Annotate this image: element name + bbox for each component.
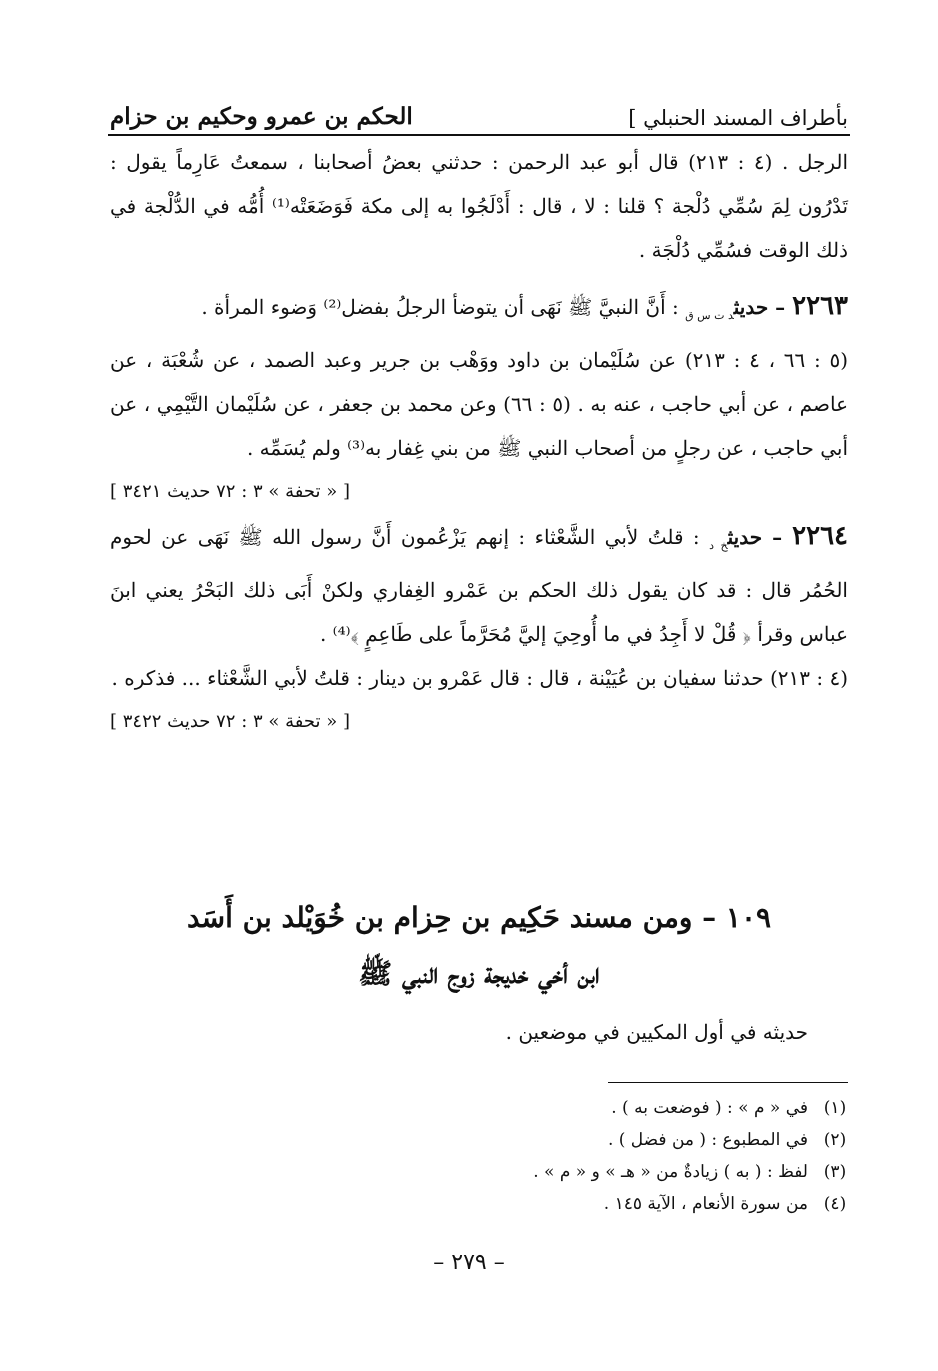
hadith-2264-reference: [ « تحفة » ٣ : ٧٢ حديث ٣٤٢٢ ] — [110, 711, 350, 732]
dash: – — [768, 295, 793, 319]
running-header — [110, 92, 848, 130]
hadith-2263-isnad: (٥ : ٦٦ ، ٤ : ٢١٣) عن سُلَيْمان بن داود ووَهْب بن جرير وعبد الصمد ، عن شُعْبَة ، عن عاصم ، عن أبي حاجب ، عنه به . (٥ : ٦٦) وعن محمد بن جعفر ، عن سُلَيْمان التَّيْمِي ، عن أبي حاجب ، عن رجلٍ من أصحاب النبي ﷺ من بني غِفار به⁽³⁾ ولم يُسَمِّه . — [110, 348, 849, 460]
page-number: – ٢٧٩ – — [433, 1250, 505, 1275]
hadith-sigla: د ت س ق — [685, 309, 734, 322]
footnote-text: من سورة الأنعام ، الآية ١٤٥ . — [603, 1194, 808, 1214]
hadith-number: ٢٢٦٣ — [792, 291, 848, 321]
hadith-keyword: حديث — [733, 295, 769, 319]
paragraph-continuation: الرجل . (٤ : ٢١٣) قال أبو عبد الرحمن : حدثني بعضُ أصحابنا ، سمعتُ عَارِماً يقول : تَدْرُون لِمَ سُمِّي دُلْجة ؟ قلنا : لا ، قال : أَدْلَجُوا به إلى مكة فَوَضَعَتْه⁽¹⁾ أُمُّه في الدُّلْجة في ذلك الوقت فسُمِّي دُلْجَة . — [110, 150, 849, 262]
dash: – — [762, 525, 793, 549]
footnote-text: في « م » : ( فوضعت به ) . — [611, 1098, 808, 1118]
section-intro: حديثه في أول المكيين في موضعين . — [505, 1020, 808, 1044]
header-chapter-title: الحكم بن عمرو وحكيم بن حزام — [110, 103, 413, 130]
hadith-keyword: حديث — [727, 525, 763, 549]
footnote-number: (١) — [823, 1098, 847, 1118]
section-heading-line1: ١٠٩ – ومن مسند حَكِيم بن حِزام بن خُوَيْلد بن أَسَد — [186, 901, 772, 934]
footnote-number: (٢) — [823, 1130, 847, 1150]
section-heading-line2: ابن أخي خديجة زوج النبي ﷺ — [358, 957, 600, 990]
footnote — [110, 1156, 848, 1188]
footnote — [110, 1124, 848, 1156]
hadith-text: : قلتُ لأبي الشَّعْثاء : إنهم يَزْعُمون أَنَّ رسول الله ﷺ نَهَى عن لحوم الحُمُر قال : قد كان يقول ذلك الحكم بن عَمْرو الغِفاري ولكنْ أَبَى ذلك البَحْرُ يعني ابنَ عباس وقرأ ﴿ قُلْ لا أَجِدُ في ما أُوحِيَ إليَّ مُحَرَّماً على طَاعِمٍ ﴾⁽⁴⁾ . — [110, 525, 848, 646]
footnote-number: (٤) — [823, 1194, 847, 1214]
footnote — [110, 1092, 848, 1124]
section-heading — [110, 890, 848, 1002]
hadith-number: ٢٢٦٤ — [792, 521, 848, 551]
hadith-text: : أَنَّ النبيَّ ﷺ نَهَى أن يتوضأ الرجلُ بفضل⁽²⁾ وَضوء المرأة . — [201, 295, 686, 319]
hadith-sigla: خ د — [709, 539, 728, 552]
hadith-2263-reference: [ « تحفة » ٣ : ٧٢ حديث ٣٤٢١ ] — [110, 481, 350, 502]
footnote-text: في المطبوع : ( من فضل ) . — [607, 1130, 808, 1150]
footnote-number: (٣) — [823, 1162, 847, 1182]
hadith-2264-isnad: (٤ : ٢١٣) حدثنا سفيان بن عُيَيْنة ، قال : قال عَمْرو بن دينار : قلتُ لأبي الشَّعْثاء ... فذكره . — [111, 666, 848, 690]
footnote-text: لفظ : ( به ) زيادةٌ من « هـ » و « م » . — [533, 1162, 808, 1182]
footnotes — [110, 1092, 848, 1220]
hadith-2263 — [110, 284, 848, 338]
header-book-title: بأطراف المسند الحنبلي ] — [628, 106, 848, 130]
header-divider — [108, 134, 850, 136]
footnote — [110, 1188, 848, 1220]
main-text — [110, 140, 848, 744]
hadith-2264 — [110, 514, 848, 656]
footnote-divider — [608, 1082, 848, 1083]
